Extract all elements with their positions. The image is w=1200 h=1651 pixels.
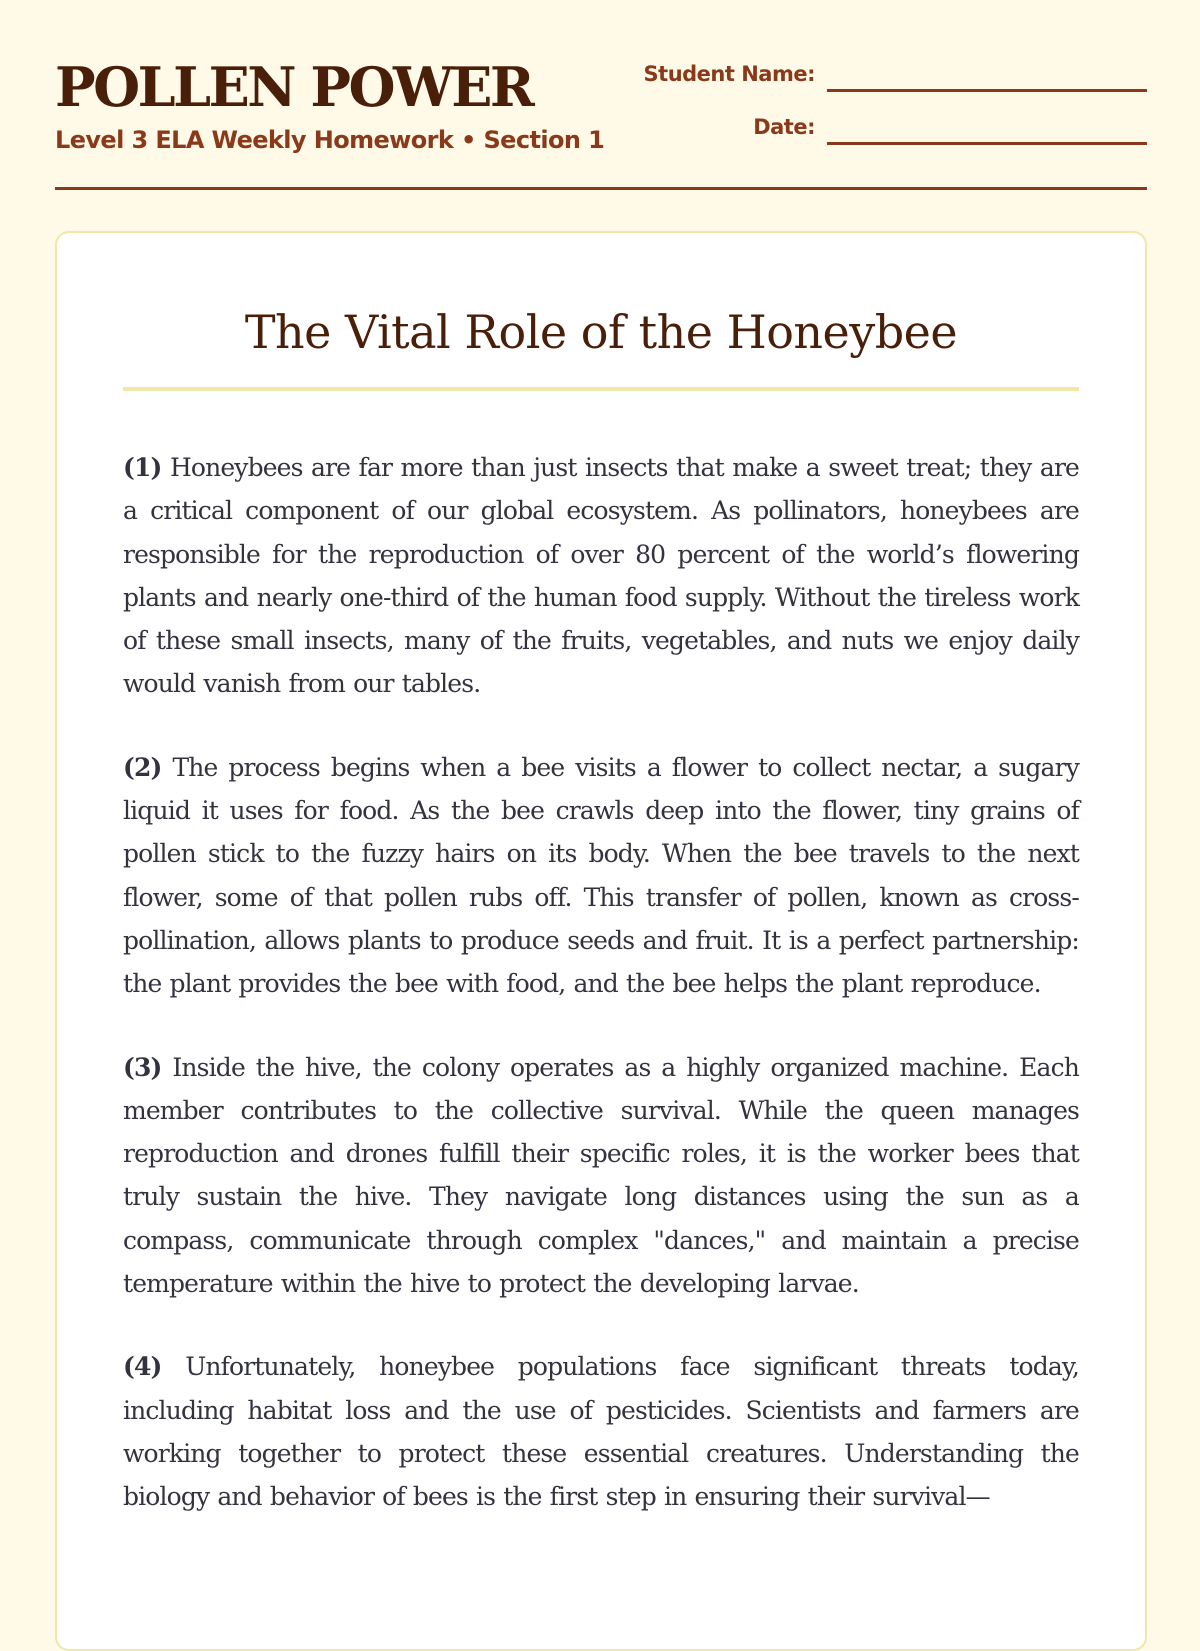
reading-passage-card bbox=[55, 231, 1147, 1651]
paragraph-text: The process begins when a bee visits a flower to collect nectar, a sugary liquid it uses for food. As the bee crawls deep into the flower, tiny grains of pollen stick to the fuzzy hairs on its body. When the bee travels to the next flower, some of that pollen rubs off. This transfer of pollen, known as cross-pollination, allows plants to produce seeds and fruit. It is a perfect partnership: the plant provides the bee with food, and the bee helps the plant reproduce. bbox=[123, 752, 1079, 999]
title-divider bbox=[123, 387, 1079, 391]
paragraph-number: (3) bbox=[123, 1052, 162, 1082]
paragraph-text: Honeybees are far more than just insects that make a sweet treat; they are a critical component of our global ecosystem. As pollinators, honeybees are responsible for the reproduction of over 80 percent of the world’s flowering plants and nearly one-third of the human food supply. Without the tireless work of these small insects, many of the fruits, vegetables, and nuts we enjoy daily would vanish from our tables. bbox=[123, 453, 1079, 699]
worksheet-title: POLLEN POWER bbox=[55, 55, 533, 119]
passage-paragraph-1 bbox=[123, 446, 1079, 706]
passage-paragraph-4 bbox=[123, 1345, 1079, 1518]
worksheet-subtitle: Level 3 ELA Weekly Homework • Section 1 bbox=[55, 126, 605, 154]
passage-body bbox=[123, 446, 1079, 1559]
passage-paragraph-3 bbox=[123, 1046, 1079, 1306]
paragraph-number: (4) bbox=[123, 1352, 162, 1382]
paragraph-number: (2) bbox=[123, 752, 162, 782]
date-label: Date: bbox=[753, 115, 815, 139]
paragraph-text: Inside the hive, the colony operates as a highly organized machine. Each member contributes to the collective survival. While the queen manages reproduction and drones fulfill their specific roles, it is the worker bees that truly sustain the hive. They navigate long distances using the sun as a compass, communicate through complex "dances," and maintain a precise temperature within the hive to protect the developing larvae. bbox=[123, 1052, 1079, 1299]
paragraph-number: (1) bbox=[123, 453, 162, 482]
student-name-field[interactable] bbox=[827, 89, 1147, 92]
student-name-label: Student Name: bbox=[643, 62, 815, 86]
passage-paragraph-2 bbox=[123, 746, 1079, 1006]
worksheet-header bbox=[55, 0, 1147, 190]
article-title: The Vital Role of the Honeybee bbox=[244, 305, 958, 359]
date-field[interactable] bbox=[827, 142, 1147, 145]
paragraph-text: Unfortunately, honeybee populations face significant threats today, including habitat loss and the use of pesticides. Scientists and farmers are working together to protect these essential creatures. Understanding the biology and behavior of bees is the first step in ensuring their survival— bbox=[123, 1352, 1079, 1512]
